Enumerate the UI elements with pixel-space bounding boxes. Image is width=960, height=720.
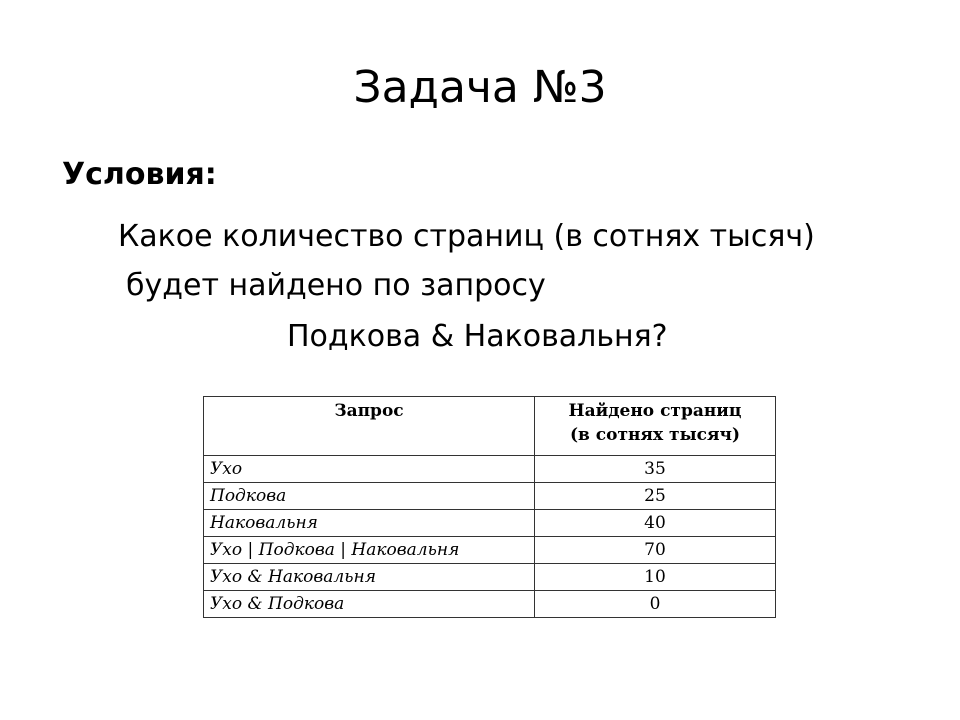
question-line-3: Подкова & Наковальня?: [287, 319, 668, 354]
query-cell: Наковальня: [204, 510, 535, 537]
query-cell: Ухо & Наковальня: [204, 564, 535, 591]
header-pages-found: [535, 397, 776, 456]
question-line-1: Какое количество страниц (в сотнях тысяч): [118, 219, 815, 254]
table-row: [204, 591, 776, 618]
header-query: [204, 397, 535, 456]
question-line-2: будет найдено по запросу: [126, 268, 546, 303]
conditions-label: Условия:: [62, 157, 217, 192]
pages-cell: 10: [535, 564, 776, 591]
header-pages-line-1: Найдено страниц: [568, 401, 742, 421]
query-cell: Ухо | Подкова | Наковальня: [204, 537, 535, 564]
header-pages-line-2: (в сотнях тысяч): [569, 425, 741, 445]
header-query-label: Запрос: [334, 401, 404, 421]
slide-title: Задача №3: [353, 62, 607, 113]
table-row: [204, 564, 776, 591]
query-cell: Подкова: [204, 483, 535, 510]
table-row: [204, 537, 776, 564]
pages-cell: 25: [535, 483, 776, 510]
table-row: [204, 483, 776, 510]
query-results-table: [203, 396, 776, 618]
pages-cell: 35: [535, 456, 776, 483]
pages-cell: 70: [535, 537, 776, 564]
pages-cell: 40: [535, 510, 776, 537]
query-cell: Ухо & Подкова: [204, 591, 535, 618]
table-row: [204, 456, 776, 483]
table-row: [204, 510, 776, 537]
table-header-row: [204, 397, 776, 456]
query-cell: Ухо: [204, 456, 535, 483]
pages-cell: 0: [535, 591, 776, 618]
